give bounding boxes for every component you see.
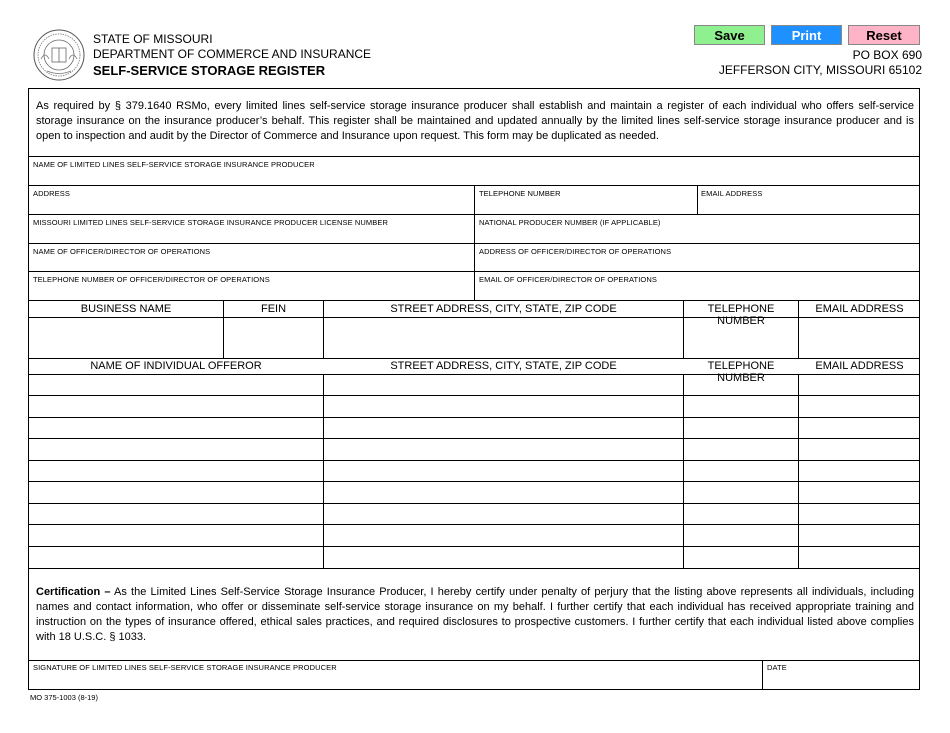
divider: [474, 185, 475, 300]
offeror-phone-field[interactable]: [685, 439, 797, 459]
address-label: ADDRESS: [33, 189, 70, 198]
offeror-email-field[interactable]: [800, 504, 918, 523]
address-field[interactable]: [30, 199, 472, 213]
divider: [683, 374, 684, 568]
license-number-field[interactable]: [30, 228, 472, 242]
business-email-header: EMAIL ADDRESS: [815, 303, 904, 315]
offeror-phone-field[interactable]: [685, 418, 797, 437]
npn-label: NATIONAL PRODUCER NUMBER (IF APPLICABLE): [479, 218, 661, 227]
signature-field[interactable]: [30, 673, 760, 689]
city-address: JEFFERSON CITY, MISSOURI 65102: [718, 63, 922, 77]
department-name: DEPARTMENT OF COMMERCE AND INSURANCE: [93, 47, 372, 61]
officer-email-field[interactable]: [476, 285, 918, 299]
telephone-label: TELEPHONE NUMBER: [479, 189, 561, 198]
offeror-phone-field[interactable]: [685, 375, 797, 394]
business-name-header: BUSINESS NAME: [80, 303, 172, 315]
telephone-field[interactable]: [476, 199, 695, 213]
form-number: MO 375-1003 (8-19): [30, 693, 98, 702]
divider: [28, 300, 920, 301]
offeror-phone-field[interactable]: [685, 396, 797, 416]
business-email-field[interactable]: [800, 319, 918, 357]
offeror-phone-field[interactable]: [685, 461, 797, 480]
divider: [28, 660, 920, 661]
offeror-name-field[interactable]: [30, 375, 322, 394]
offeror-address-field[interactable]: [325, 396, 682, 416]
divider: [28, 568, 920, 569]
officer-phone-field[interactable]: [30, 285, 472, 299]
offeror-address-field[interactable]: [325, 375, 682, 394]
officer-address-label: ADDRESS OF OFFICER/DIRECTOR OF OPERATIONS: [479, 247, 672, 256]
divider: [762, 660, 763, 690]
offeror-name-field[interactable]: [30, 461, 322, 480]
offeror-name-field[interactable]: [30, 482, 322, 502]
date-label: DATE: [767, 663, 787, 672]
certification-text: [36, 585, 914, 645]
offeror-phone-field[interactable]: [685, 525, 797, 545]
offeror-phone-header: TELEPHONE NUMBER: [707, 360, 775, 384]
offeror-address-field[interactable]: [325, 525, 682, 545]
offeror-name-field[interactable]: [30, 418, 322, 437]
offeror-address-field[interactable]: [325, 439, 682, 459]
divider: [697, 185, 698, 214]
offeror-address-field[interactable]: [325, 504, 682, 523]
offeror-name-field[interactable]: [30, 439, 322, 459]
offeror-email-field[interactable]: [800, 439, 918, 459]
fein-header: FEIN: [260, 303, 287, 315]
business-phone-field[interactable]: [685, 319, 797, 357]
offeror-address-field[interactable]: [325, 461, 682, 480]
offeror-name-field[interactable]: [30, 525, 322, 545]
divider: [28, 546, 920, 547]
offeror-email-field[interactable]: [800, 525, 918, 545]
offeror-email-header: EMAIL ADDRESS: [815, 360, 904, 372]
intro-paragraph: As required by § 379.1640 RSMo, every limited lines self-service storage insurance producer shall establish and maintain a register of each individual who offers self-service storage insurance on the insurance producer’s behalf. This register shall be maintained and updated annually by the limited lines self-service storage insurance producer and is open to inspection and audit by the Director of Commerce and Insurance upon request. This form may be duplicated as needed.: [36, 100, 914, 142]
certification-lead: Certification –: [36, 586, 111, 598]
business-phone-header: TELEPHONE NUMBER: [707, 303, 775, 327]
offeror-email-field[interactable]: [800, 482, 918, 502]
producer-name-field[interactable]: [30, 170, 918, 184]
business-address-field[interactable]: [325, 319, 682, 357]
divider: [28, 156, 920, 157]
producer-name-label: NAME OF LIMITED LINES SELF-SERVICE STORAGE INSURANCE PRODUCER: [33, 160, 315, 169]
save-button[interactable]: Save: [694, 25, 765, 45]
offeror-name-field[interactable]: [30, 504, 322, 523]
offeror-phone-field[interactable]: [685, 482, 797, 502]
offeror-name-field[interactable]: [30, 396, 322, 416]
divider: [28, 358, 920, 359]
offeror-email-field[interactable]: [800, 375, 918, 394]
email-field[interactable]: [699, 199, 918, 213]
print-button[interactable]: Print: [771, 25, 842, 45]
reset-button[interactable]: Reset: [848, 25, 920, 45]
certification-body: As the Limited Lines Self-Service Storage Insurance Producer, I hereby certify under penalty of perjury that the listing above represents all individuals, including names and contact information, who offer or disseminate self-service storage insurance on my behalf. I further certify that each individual has received appropriate training and instruction on the types of insurance offered, ethical sales practices, and required disclosures to prospective customers. I further certify that each individual listed above complies with 18 U.S.C. § 1033.: [36, 586, 914, 643]
date-field[interactable]: [764, 673, 918, 689]
officer-name-label: NAME OF OFFICER/DIRECTOR OF OPERATIONS: [33, 247, 211, 256]
page-title: SELF-SERVICE STORAGE REGISTER: [93, 63, 326, 78]
offeror-email-field[interactable]: [800, 418, 918, 437]
npn-field[interactable]: [476, 228, 918, 242]
officer-phone-label: TELEPHONE NUMBER OF OFFICER/DIRECTOR OF OPERATIONS: [33, 275, 270, 284]
offeror-email-field[interactable]: [800, 461, 918, 480]
signature-label: SIGNATURE OF LIMITED LINES SELF-SERVICE STORAGE INSURANCE PRODUCER: [33, 663, 337, 672]
state-seal-icon: [33, 29, 85, 81]
email-label: EMAIL ADDRESS: [701, 189, 763, 198]
officer-email-label: EMAIL OF OFFICER/DIRECTOR OF OPERATIONS: [479, 275, 657, 284]
offeror-name-header: NAME OF INDIVIDUAL OFFEROR: [90, 360, 262, 372]
po-box: PO BOX 690: [852, 48, 922, 62]
officer-address-field[interactable]: [476, 257, 918, 270]
offeror-address-field[interactable]: [325, 418, 682, 437]
officer-name-field[interactable]: [30, 257, 472, 270]
offeror-address-header: STREET ADDRESS, CITY, STATE, ZIP CODE: [390, 360, 617, 372]
offeror-phone-field[interactable]: [685, 504, 797, 523]
business-address-header: STREET ADDRESS, CITY, STATE, ZIP CODE: [390, 303, 617, 315]
license-number-label: MISSOURI LIMITED LINES SELF-SERVICE STORAGE INSURANCE PRODUCER LICENSE NUMBER: [33, 218, 388, 227]
state-name: STATE OF MISSOURI: [93, 32, 213, 46]
offeror-email-field[interactable]: [800, 396, 918, 416]
divider: [798, 374, 799, 568]
divider: [323, 374, 324, 568]
business-name-field[interactable]: [30, 319, 222, 357]
fein-field[interactable]: [225, 319, 322, 357]
offeror-address-field[interactable]: [325, 482, 682, 502]
